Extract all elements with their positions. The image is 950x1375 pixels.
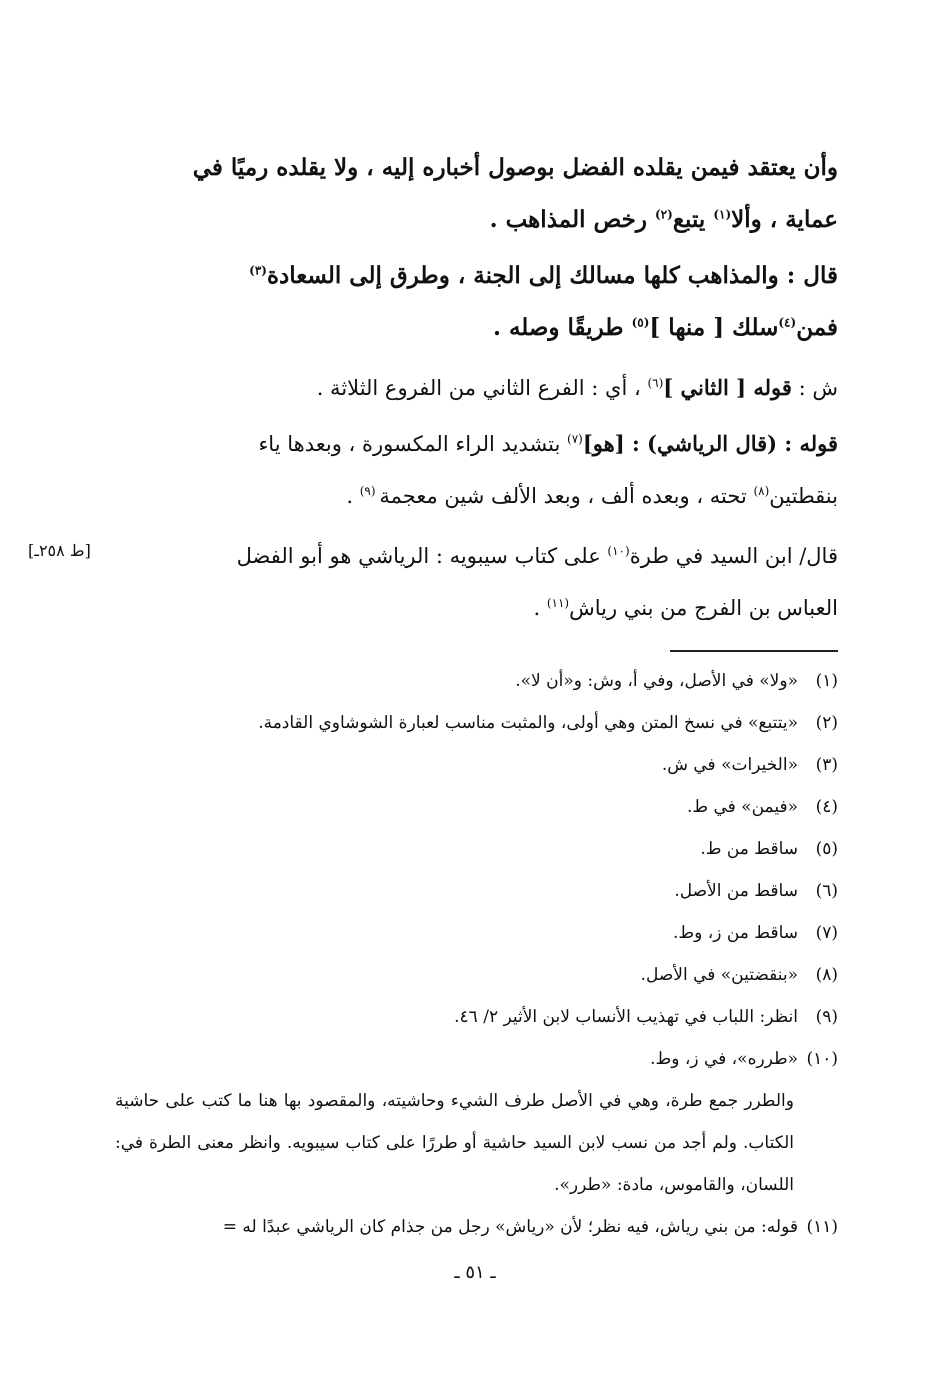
footnote-ref: (١١) — [546, 596, 570, 610]
footnote-item — [115, 870, 838, 912]
footnote-text: ساقط من الأصل. — [674, 881, 798, 901]
marginal-page-reference: [ط ٢٥٨ـ] — [28, 541, 91, 560]
footnote-number: (٦) — [815, 881, 838, 901]
page-number: ـ ٥١ ـ — [454, 1262, 496, 1283]
paragraph-text: تحته ، وبعده ألف ، وبعد الألف شين معجمة — [379, 484, 754, 508]
footnote-text: «الخيرات» في ش. — [661, 755, 798, 775]
paragraph-text: . — [346, 484, 360, 508]
paragraph-1 — [130, 142, 838, 246]
footnotes — [115, 660, 838, 1248]
footnote-item — [115, 912, 838, 954]
footnote-separator — [670, 650, 838, 652]
footnote-number: (٥) — [815, 839, 838, 859]
paragraph-text: ، أي : الفرع الثاني من الفروع الثلاثة . — [316, 376, 648, 400]
paragraph-5 — [130, 530, 838, 634]
footnote-item — [115, 744, 838, 786]
footnote-number: (١) — [815, 671, 838, 691]
footnote-number: (١٠) — [806, 1049, 838, 1069]
footnote-ref: (١٠) — [607, 544, 630, 558]
footnote-text: ساقط من ز، وط. — [673, 923, 798, 943]
footnote-continuation: والطرر جمع طرة، وهي في الأصل طرف الشيء وحاشيته، والمقصود بها هنا ما كتب على حاشية الكتاب. ولم أجد من نسب لابن السيد حاشية أو طررًا على كتاب سيبويه. وانظر معنى الطرة في: اللسان، والقاموس، مادة: «طرر». — [115, 1091, 794, 1195]
quoted-phrase: قوله [ الثاني ] — [663, 375, 792, 400]
paragraph-text: رخص المذاهب . — [489, 206, 655, 233]
footnote-text: «ولا» في الأصل، وفي أ، وش: و«أن لا». — [515, 671, 798, 691]
footnote-item — [115, 996, 838, 1038]
paragraph-text: على كتاب سيبويه : الرياشي هو أبو الفضل — [236, 544, 608, 568]
footnote-ref: (٥) — [631, 315, 650, 330]
paragraph-text: قال : والمذاهب كلها مسالك إلى الجنة ، وطرق إلى السعادة — [266, 262, 838, 289]
paragraph-text: بنقطتين — [769, 484, 838, 508]
footnote-number: (٧) — [815, 923, 838, 943]
footnote-text: «بنقضتين» في الأصل. — [640, 965, 798, 985]
paragraph-text: . — [533, 596, 547, 620]
footnote-text: «طرره»، في ز، وط. — [650, 1049, 798, 1069]
paragraph-text: العباس بن الفرج من بني رياش — [569, 596, 838, 620]
paragraph-2 — [130, 250, 838, 354]
paragraph-text: سلك [ منها ] — [649, 314, 779, 341]
paragraph-text: وأن يعتقد فيمن يقلده الفضل بوصول أخباره إليه ، ولا يقلده رميًا في — [192, 154, 838, 181]
paragraph-text: عماية ، وألا — [731, 206, 838, 233]
paragraph-text: قال/ ابن السيد في طرة — [629, 544, 838, 568]
paragraph-4 — [130, 418, 838, 522]
footnote-ref: (٧) — [567, 432, 583, 446]
footnote-item — [115, 786, 838, 828]
footnote-text: ساقط من ط. — [700, 839, 798, 859]
footnote-text: قوله: من بني رياش، فيه نظر؛ لأن «رياش» رجل من جذام كان الرياشي عبدًا له = — [222, 1217, 798, 1237]
footnote-text: «فيمن» في ط. — [686, 797, 798, 817]
paragraph-text: طريقًا وصله . — [492, 314, 632, 341]
footnote-ref: (٤) — [778, 315, 797, 330]
footnote-text: «يتتبع» في نسخ المتن وهي أولى، والمثبت مناسب لعبارة الشوشاوي القادمة. — [258, 713, 798, 733]
quoted-phrase: قوله : (قال الرياشي) : [هو] — [582, 431, 838, 456]
paragraph-text: فمن — [796, 314, 838, 341]
footnote-item — [115, 954, 838, 996]
commentary-marker: ش : — [791, 376, 838, 400]
footnote-number: (٤) — [815, 797, 838, 817]
footnote-number: (٣) — [815, 755, 838, 775]
footnote-ref: (٨) — [753, 484, 770, 498]
footnote-item — [115, 1206, 838, 1248]
paragraph-text: يتبع — [672, 206, 714, 233]
footnote-ref: (١) — [713, 207, 732, 222]
footnote-number: (٨) — [815, 965, 838, 985]
footnote-text: انظر: اللباب في تهذيب الأنساب لابن الأثير ٢/ ٤٦. — [454, 1007, 798, 1027]
footnote-ref: (٢) — [654, 207, 673, 222]
footnote-ref: (٦) — [647, 376, 664, 390]
footnote-item — [115, 702, 838, 744]
footnote-item — [115, 828, 838, 870]
footnote-number: (١١) — [806, 1217, 838, 1237]
footnote-ref: (٣) — [249, 263, 267, 278]
footnote-ref: (٩) — [359, 484, 380, 498]
footnote-item — [115, 660, 838, 702]
paragraph-3 — [130, 362, 838, 414]
paragraph-text: بتشديد الراء المكسورة ، وبعدها ياء — [258, 432, 568, 456]
footnote-item — [115, 1038, 838, 1080]
footnote-number: (٢) — [815, 713, 838, 733]
footnote-number: (٩) — [815, 1007, 838, 1027]
